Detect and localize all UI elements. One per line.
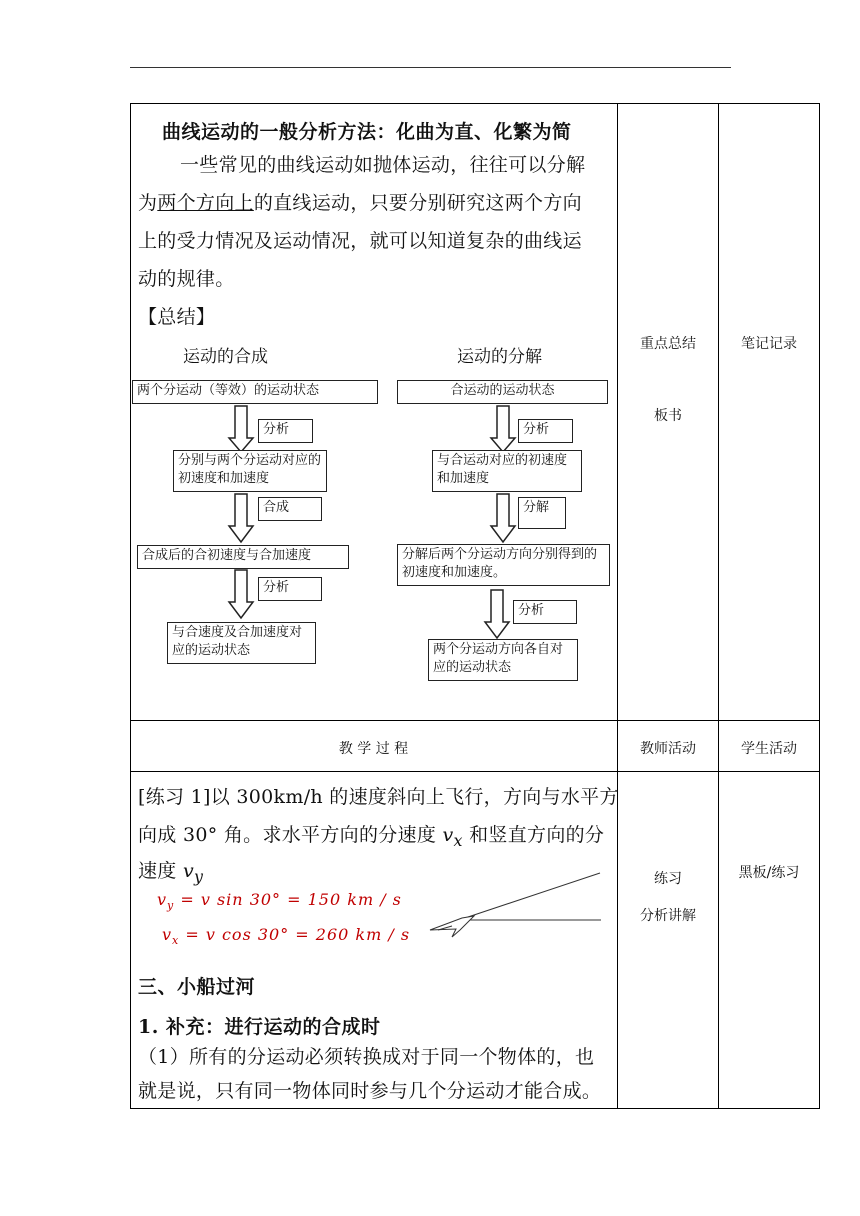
flow-box-left-3: 合成后的合初速度与合加速度 — [137, 545, 349, 569]
summary-label: 【总结】 — [138, 306, 216, 328]
var-sub: x — [453, 830, 463, 850]
flow-label-decompose: 分解 — [518, 497, 566, 529]
student-activity: 黑板/练习 — [738, 865, 800, 881]
section-heading: 曲线运动的一般分析方法：化曲为直、化繁为简 — [162, 121, 572, 143]
formula-rest: = v sin 30° = 150 km / s — [174, 890, 402, 909]
paragraph-line: 上的受力情况及运动情况，就可以知道复杂的曲线运 — [138, 230, 582, 252]
exercise-line: [练习 1]以 300km/h 的速度斜向上飞行，方向与水平方 — [138, 786, 619, 808]
flow-box-right-1: 合运动的运动状态 — [397, 380, 608, 404]
formula-sub: x — [172, 934, 180, 948]
formula-var: v — [162, 925, 173, 944]
teacher-activity-header: 教师活动 — [640, 741, 696, 757]
synthesis-title: 运动的合成 — [183, 347, 268, 367]
paragraph-text: 为 — [138, 192, 158, 214]
paragraph-line: 就是说，只有同一物体同时参与几个分运动才能合成。 — [138, 1080, 602, 1102]
paragraph-line: 一些常见的曲线运动如抛体运动，往往可以分解 — [180, 154, 586, 176]
flow-label-analyze: 分析 — [513, 600, 577, 624]
underlined-term: 两个方向上 — [157, 192, 254, 214]
flow-box-right-3: 分解后两个分运动方向分别得到的初速度和加速度。 — [397, 544, 610, 586]
teaching-process-header: 教 学 过 程 — [338, 741, 409, 757]
subheading-1: 1. 补充：进行运动的合成时 — [138, 1016, 381, 1038]
exercise-text: 向成 30° 角。求水平方向的分速度 — [138, 824, 443, 846]
teacher-activity-1: 重点总结 — [640, 336, 696, 352]
flow-label-analyze: 分析 — [258, 419, 313, 443]
exercise-text: 和竖直方向的分 — [462, 824, 605, 846]
formula-rest: = v cos 30° = 260 km / s — [179, 925, 411, 944]
flow-box-right-4: 两个分运动方向各自对应的运动状态 — [428, 639, 578, 681]
paragraph-line: （1）所有的分运动必须转换成对于同一个物体的，也 — [138, 1046, 595, 1068]
flow-label-synthesize: 合成 — [258, 497, 322, 521]
flow-box-right-2: 与合运动对应的初速度和加速度 — [432, 450, 582, 492]
exercise-text: 速度 — [138, 860, 183, 882]
formula-sub: y — [167, 899, 175, 913]
var-v: v — [442, 824, 454, 846]
teacher-activity-1: 练习 — [654, 871, 682, 887]
var-sub: y — [194, 866, 204, 886]
teacher-activity-2: 板书 — [654, 408, 682, 424]
teacher-activity-2: 分析讲解 — [640, 908, 696, 924]
paragraph-line: 动的规律。 — [138, 268, 235, 290]
flow-label-analyze: 分析 — [518, 419, 573, 443]
paragraph-text: 的直线运动，只要分别研究这两个方向 — [253, 192, 582, 214]
student-activity: 笔记记录 — [741, 336, 797, 352]
decomposition-title: 运动的分解 — [457, 347, 542, 367]
flow-box-left-2: 分别与两个分运动对应的初速度和加速度 — [173, 450, 327, 492]
flow-box-left-1: 两个分运动（等效）的运动状态 — [132, 380, 378, 404]
section-heading-3: 三、小船过河 — [138, 976, 256, 998]
var-v: v — [182, 860, 194, 882]
flow-box-left-4: 与合速度及合加速度对应的运动状态 — [167, 622, 316, 664]
student-activity-header: 学生活动 — [741, 741, 797, 757]
formula-var: v — [157, 890, 168, 909]
flow-label-analyze: 分析 — [258, 577, 322, 601]
